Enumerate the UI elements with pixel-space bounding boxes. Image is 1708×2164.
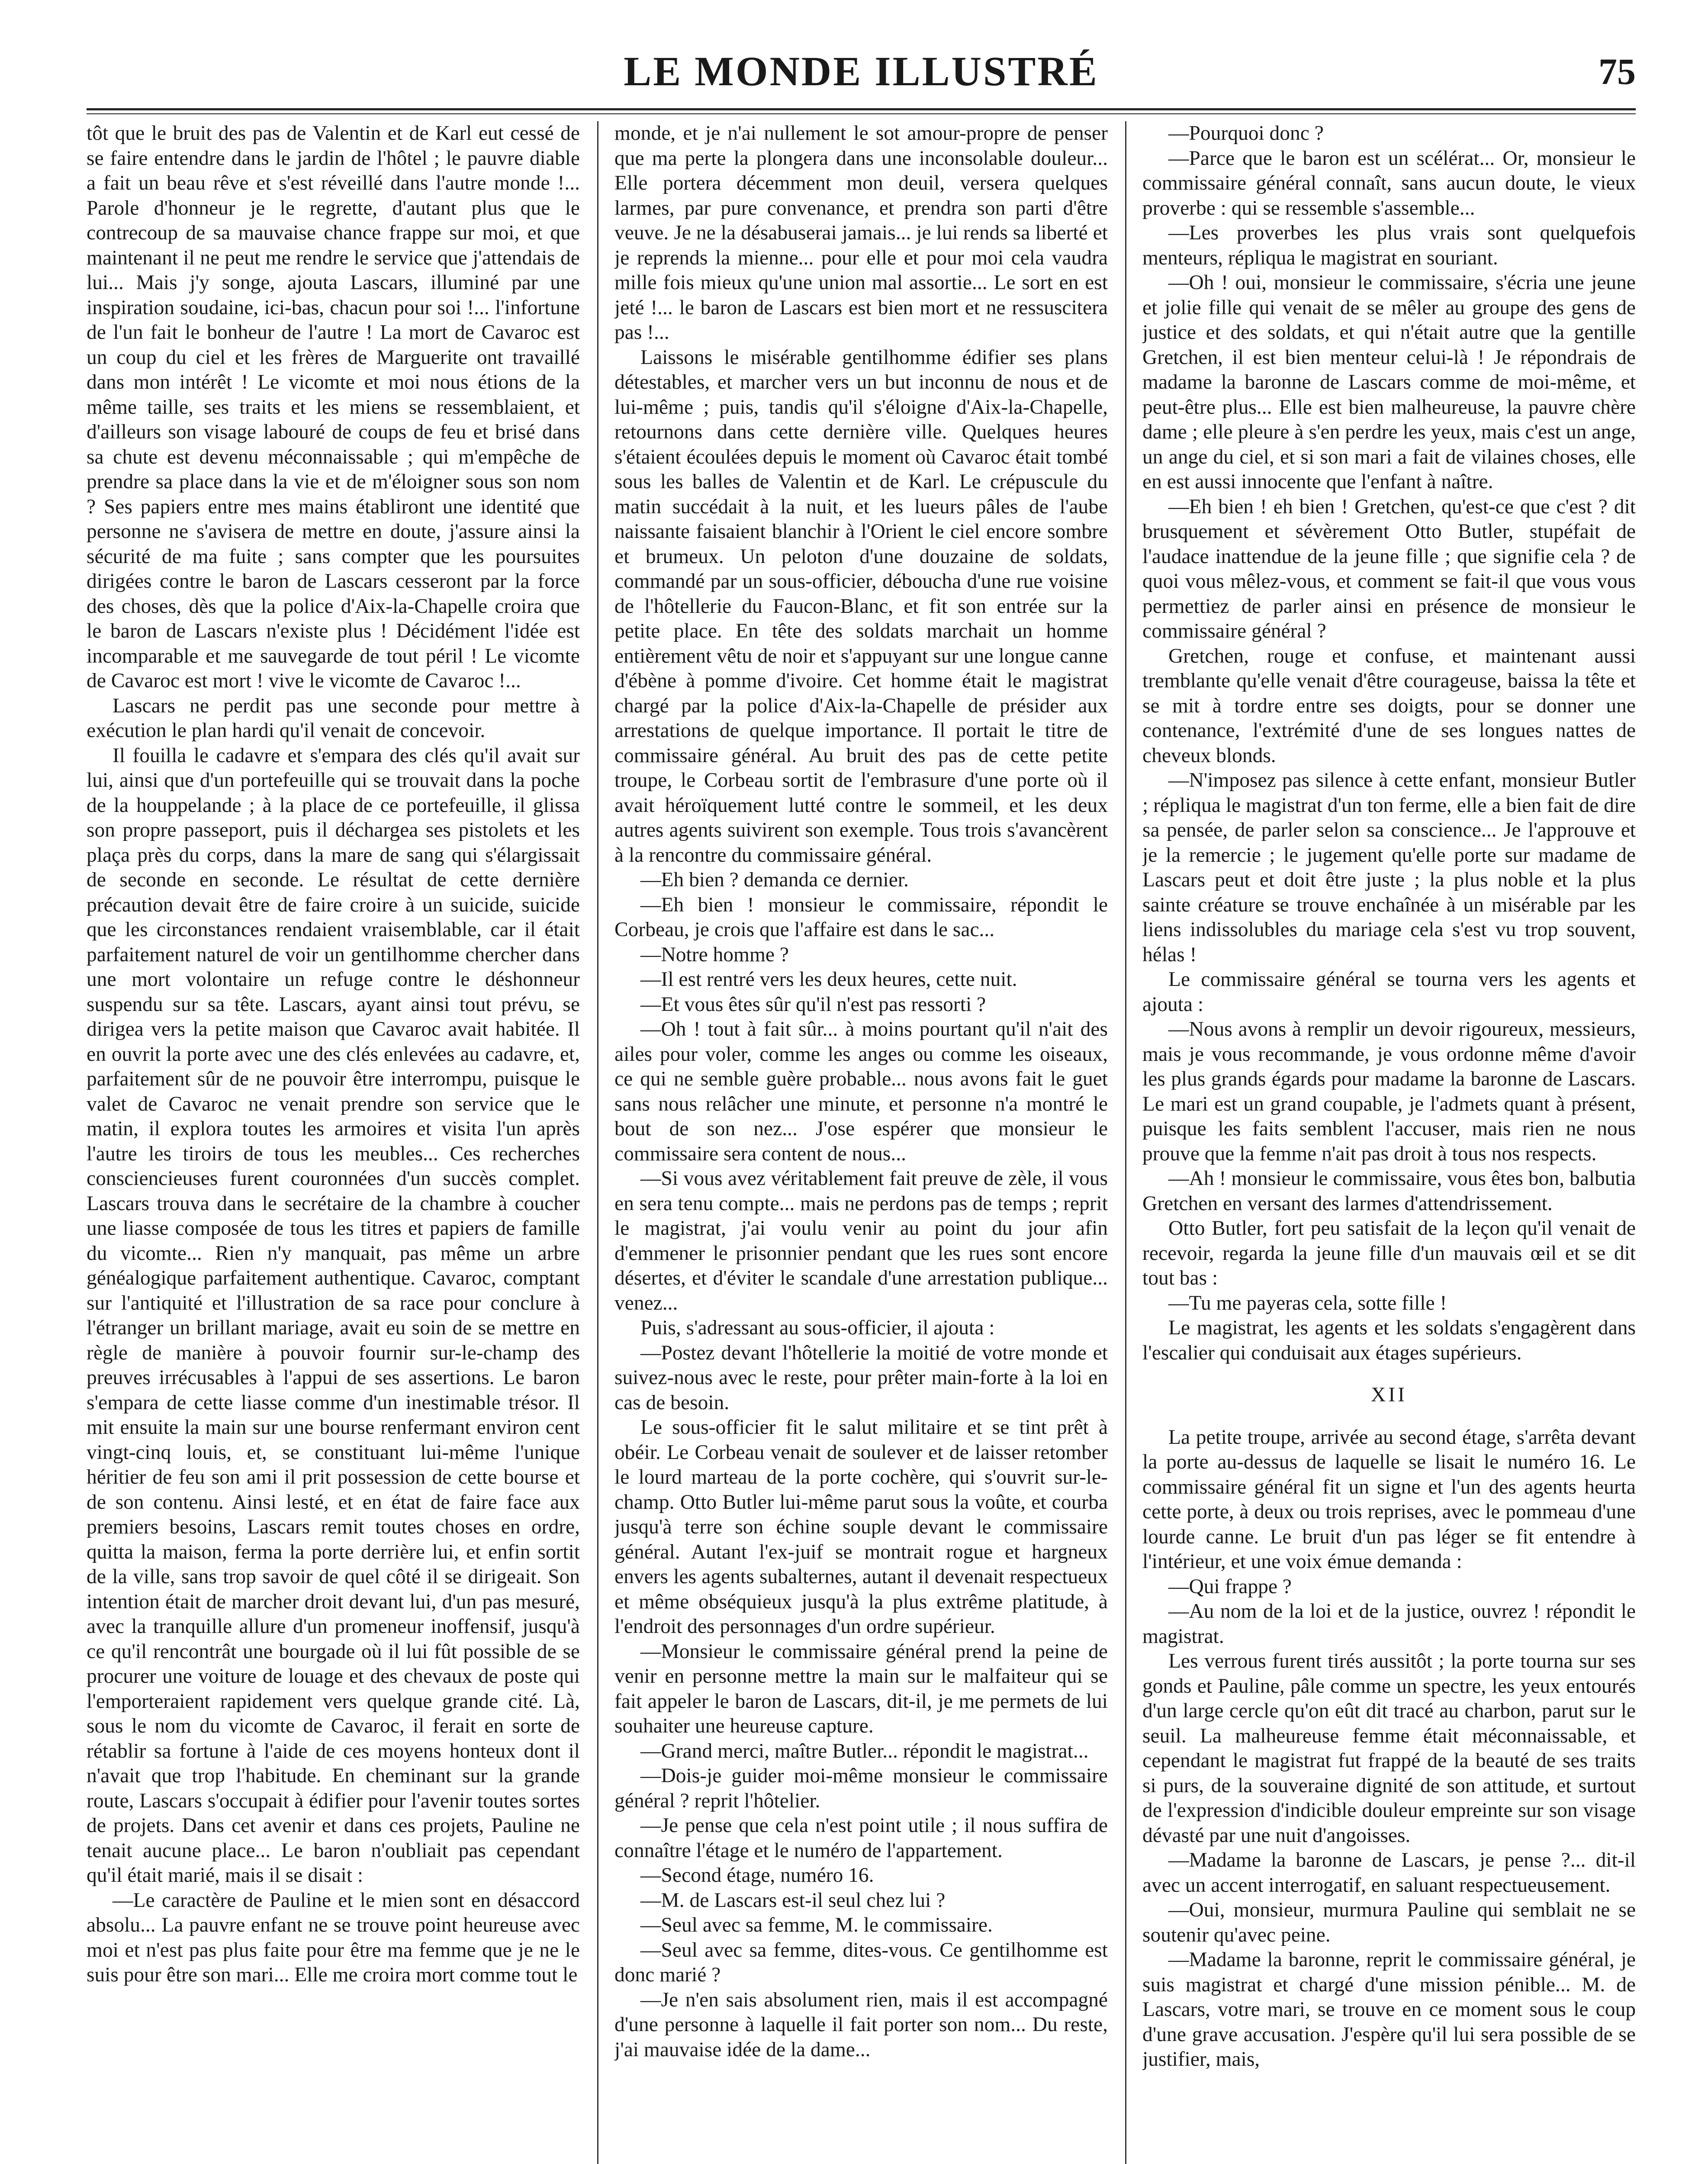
paragraph: Lascars ne perdit pas une seconde pour mettre à exécution le plan hardi qu'il venait de concevoir. <box>87 694 580 742</box>
paragraph: —Pourquoi donc ? <box>1168 122 1324 145</box>
paragraph: monde, et je n'ai nullement le sot amour-propre de penser que ma perte la plongera dans une inconsolable douleur... Elle portera décemment mon deuil, versera quelques larmes, par pure convenance, et prendra son parti d'être veuve. Je ne la désabuserai jamais... je lui rends sa liberté et je reprends la mienne... pour elle et pour moi cela vaudra mille fois mieux qu'une union mal assortie... Le sort en est jeté !... le baron de Lascars est bien mort et ne ressuscitera pas !... <box>614 122 1108 344</box>
paragraph: —Madame la baronne de Lascars, je pense ?... dit-il avec un accent interrogatif, en saluant respectueusement. <box>1142 1849 1636 1897</box>
column-1 <box>87 121 580 2164</box>
paragraph: Otto Butler, fort peu satisfait de la leçon qu'il venait de recevoir, regarda la jeune fille d'un mauvais œil et se dit tout bas : <box>1142 1217 1636 1289</box>
paragraph: —Seul avec sa femme, M. le commissaire. <box>640 1914 993 1936</box>
paragraph: —Monsieur le commissaire général prend la peine de venir en personne mettre la main sur le malfaiteur qui se fait appeler le baron de Lascars, dit-il, je me permets de lui souhaiter une heureuse capture. <box>614 1640 1108 1737</box>
paragraph: —Seul avec sa femme, dites-vous. Ce gentilhomme est donc marié ? <box>614 1939 1108 1986</box>
paragraph: —Nous avons à remplir un devoir rigoureux, messieurs, mais je vous recommande, je vous ordonne même d'avoir les plus grands égards pour madame la baronne de Lascars. Le mari est un grand coupable, je l'admets quant à présent, puisque les faits semblent l'accuser, mais rien ne nous prouve que la femme n'ait pas droit à tous nos respects. <box>1142 1018 1636 1165</box>
column-separator <box>1125 121 1126 2164</box>
paragraph: —N'imposez pas silence à cette enfant, monsieur Butler ; répliqua le magistrat d'un ton ferme, elle a bien fait de dire sa pensée, de parler selon sa conscience... Je l'approuve et je la remercie ; le jugement qu'elle porte sur madame de Lascars peut et doit être juste ; la plus noble et la plus sainte créature se trouve enchaînée à un misérable par les liens indissolubles du mariage cela s'est vu trop souvent, hélas ! <box>1142 769 1636 966</box>
paragraph: —Tu me payeras cela, sotte fille ! <box>1168 1291 1447 1314</box>
paragraph: Puis, s'adressant au sous-officier, il ajouta : <box>640 1317 995 1339</box>
paragraph: —Si vous avez véritablement fait preuve de zèle, il vous en sera tenu compte... mais ne perdons pas de temps ; reprit le magistrat, j'ai voulu venir au point du jour afin d'emmener le prisonnier pendant que les rues sont encore désertes, et d'éviter le scandale d'une arrestation publique... venez... <box>614 1167 1108 1314</box>
newspaper-title: LE MONDE ILLUSTRÉ <box>624 48 1099 94</box>
paragraph: —Oh ! tout à fait sûr... à moins pourtant qu'il n'ait des ailes pour voler, comme les anges ou comme les oiseaux, ce qui ne semble guère probable... nous avons fait le guet sans nous relâcher une minute, et personne n'a montré le bout de son nez... J'ose espérer que monsieur le commissaire sera content de nous... <box>614 1018 1108 1165</box>
header-rule-thick <box>87 108 1636 110</box>
paragraph: —Les proverbes les plus vrais sont quelquefois menteurs, répliqua le magistrat en souriant. <box>1142 222 1636 269</box>
masthead <box>87 39 1636 104</box>
paragraph: —Le caractère de Pauline et le mien sont en désaccord absolu... La pauvre enfant ne se trouve point heureuse avec moi et n'est pas plus faite pour être ma femme que je ne le suis pour être son mari... Elle me croira mort comme tout le <box>87 1889 580 1986</box>
paragraph: —Je pense que cela n'est point utile ; il nous suffira de connaître l'étage et le numéro de l'appartement. <box>614 1814 1108 1862</box>
paragraph: —Eh bien ? demanda ce dernier. <box>640 869 909 891</box>
paragraph: —Eh bien ! eh bien ! Gretchen, qu'est-ce que c'est ? dit brusquement et sévèrement Otto Butler, stupéfait de l'audace inattendue de la jeune fille ; que signifie cela ? de quoi vous mêlez-vous, et comment se fait-il que vous vous permettiez de parler ainsi en présence de monsieur le commissaire général ? <box>1142 495 1636 642</box>
paragraph: tôt que le bruit des pas de Valentin et de Karl eut cessé de se faire entendre dans le jardin de l'hôtel ; le pauvre diable a fait un beau rêve et s'est réveillé dans l'autre monde !... Parole d'honneur je le regrette, d'autant plus que le contrecoup de sa mauvaise chance frappe sur moi, et que maintenant il ne peut me rendre le service que j'attendais de lui... Mais j'y songe, ajouta Lascars, illuminé par une inspiration soudaine, ici-bas, chacun pour soi !... l'infortune de l'un fait le bonheur de l'autre ! La mort de Cavaroc est un coup du ciel et les frères de Marguerite ont travaillé dans mon intérêt ! Le vicomte et moi nous étions de la même taille, ses traits et les miens se ressemblaient, et d'ailleurs son visage labouré de coups de feu et brisé dans sa chute est devenu méconnaissable ; qui m'empêche de prendre sa place dans la vie et de m'éloigner sous son nom ? Ses papiers entre mes mains établiront une identité que personne ne s'avisera de mettre en doute, j'assure ainsi la sécurité de ma fuite ; sans compter que les poursuites dirigées contre le baron de Lascars cesseront par la force des choses, dès que la police d'Aix-la-Chapelle croira que le baron de Lascars n'existe plus ! Décidément l'idée est incomparable et me sauvegarde de tout péril ! Le vicomte de Cavaroc est mort ! vive le vicomte de Cavaroc !... <box>87 122 580 692</box>
paragraph: Laissons le misérable gentilhomme édifier ses plans détestables, et marcher vers un but inconnu de nous et de lui-même ; puis, tandis qu'il s'éloigne d'Aix-la-Chapelle, retournons dans cette dernière ville. Quelques heures s'étaient écoulées depuis le moment où Cavaroc était tombé sous les balles de Valentin et de Karl. Le crépuscule du matin succédait à la nuit, et les lueurs pâles de l'aube naissante faisaient blanchir à l'Orient le ciel encore sombre et brumeux. Un peloton d'une douzaine de soldats, commandé par un sous-officier, déboucha d'une rue voisine de l'hôtellerie du Faucon-Blanc, et fit son entrée sur la petite place. En tête des soldats marchait un homme entièrement vêtu de noir et s'appuyant sur une longue canne d'ébène à pomme d'ivoire. Cet homme était le magistrat chargé par la police d'Aix-la-Chapelle de présider aux arrestations de quelque importance. Il portait le titre de commissaire général. Au bruit des pas de cette petite troupe, le Corbeau sortit de l'embrasure d'une porte où il avait héroïquement lutté contre le sommeil, et les deux autres agents suivirent son exemple. Tous trois s'avancèrent à la rencontre du commissaire général. <box>614 346 1108 866</box>
paragraph: —Dois-je guider moi-même monsieur le commissaire général ? reprit l'hôtelier. <box>614 1765 1108 1812</box>
paragraph: —Madame la baronne, reprit le commissaire général, je suis magistrat et chargé d'une mission pénible... M. de Lascars, votre mari, se trouve en ce moment sous le coup d'une grave accusation. J'espère qu'il lui sera possible de se justifier, mais, <box>1142 1948 1636 2071</box>
paragraph: —Postez devant l'hôtellerie la moitié de votre monde et suivez-nous avec le reste, pour prêter main-forte à la loi en cas de besoin. <box>614 1341 1108 1414</box>
paragraph: —Notre homme ? <box>640 943 789 966</box>
column-3 <box>1142 121 1636 2164</box>
paragraph: Les verrous furent tirés aussitôt ; la porte tourna sur ses gonds et Pauline, pâle comme un spectre, les yeux entourés d'un large cercle qu'on eût dit tracé au charbon, parut sur le seuil. La malheureuse femme était méconnaissable, et cependant le magistrat fut frappé de la beauté de ses traits si purs, de la souveraine dignité de son attitude, et surtout de l'expression d'indicible douleur empreinte sur son visage dévasté par une nuit d'angoisses. <box>1142 1650 1636 1847</box>
paragraph: —Il est rentré vers les deux heures, cette nuit. <box>640 968 1017 991</box>
paragraph: —Parce que le baron est un scélérat... Or, monsieur le commissaire général connaît, sans aucun doute, le vieux proverbe : qui se ressemble s'assemble... <box>1142 147 1636 219</box>
paragraph: La petite troupe, arrivée au second étage, s'arrêta devant la porte au-dessus de laquelle se lisait le numéro 16. Le commissaire général fit un signe et l'un des agents heurta cette porte, à deux ou trois reprises, avec le pommeau d'une lourde canne. Le bruit d'un pas léger se fit entendre à l'intérieur, et une voix émue demanda : <box>1142 1426 1636 1573</box>
chapter-heading: XII <box>1371 1384 1407 1406</box>
paragraph: —Eh bien ! monsieur le commissaire, répondit le Corbeau, je crois que l'affaire est dans le sac... <box>614 893 1108 941</box>
paragraph: Le magistrat, les agents et les soldats s'engagèrent dans l'escalier qui conduisait aux étages supérieurs. <box>1142 1317 1636 1364</box>
article-columns <box>87 121 1636 2164</box>
paragraph: —Oui, monsieur, murmura Pauline qui semblait ne se soutenir qu'avec peine. <box>1142 1899 1636 1946</box>
paragraph: —Au nom de la loi et de la justice, ouvrez ! répondit le magistrat. <box>1142 1600 1636 1648</box>
page-number: 75 <box>1599 51 1636 92</box>
paragraph: —Je n'en sais absolument rien, mais il est accompagné d'une personne à laquelle il fait porter son nom... Du reste, j'ai mauvaise idée de la dame... <box>614 1988 1108 2061</box>
paragraph: —Qui frappe ? <box>1168 1575 1292 1598</box>
paragraph: —Oh ! oui, monsieur le commissaire, s'écria une jeune et jolie fille qui venait de se mêler au groupe des gens de justice et des soldats, et qui n'était autre que la gentille Gretchen, il est bien menteur celui-là ! Je répondrais de madame la baronne de Lascars comme de moi-même, et peut-être plus... Elle est bien malheureuse, la pauvre chère dame ; elle pleure à s'en perdre les yeux, mais c'est un ange, un ange du ciel, et si son mari a fait de vilaines choses, elle en est aussi innocente que l'enfant à naître. <box>1142 271 1636 493</box>
paragraph: —Et vous êtes sûr qu'il n'est pas ressorti ? <box>640 993 986 1016</box>
paragraph: —Ah ! monsieur le commissaire, vous êtes bon, balbutia Gretchen en versant des larmes d'attendrissement. <box>1142 1167 1636 1215</box>
column-2 <box>614 121 1108 2164</box>
paragraph: Il fouilla le cadavre et s'empara des clés qu'il avait sur lui, ainsi que d'un portefeuille qui se trouvait dans la poche de la houppelande ; à la place de ce portefeuille, il glissa son propre passeport, puis il déchargea ses pistolets et les plaça près du corps, dans la mare de sang qui s'élargissait de seconde en seconde. Le résultat de cette dernière précaution devait être de faire croire à un suicide, suicide que les circonstances rendaient vraisemblable, car il était parfaitement naturel de voir un gentilhomme chercher dans une mort volontaire un refuge contre le déshonneur suspendu sur sa tête. Lascars, ayant ainsi tout prévu, se dirigea vers la petite maison que Cavaroc avait habitée. Il en ouvrit la porte avec une des clés enlevées au cadavre, et, parfaitement sûr de ne pouvoir être interrompu, puisque le valet de Cavaroc ne venait prendre son service que le matin, il explora toutes les armoires et visita l'un après l'autre les tiroirs de tous les meubles... Ces recherches consciencieuses furent couronnées d'un succès complet. Lascars trouva dans le secrétaire de la chambre à coucher une liasse composée de tous les titres et papiers de famille du vicomte... Rien n'y manquait, pas même un arbre généalogique parfaitement authentique. Cavaroc, comptant sur l'antiquité et l'illustration de sa race pour conclure à l'étranger un brillant mariage, avait eu soin de se mettre en règle de manière à pouvoir fournir sur-le-champ des preuves irrécusables à l'appui de ses assertions. Le baron s'empara de cette liasse comme d'un inestimable trésor. Il mit ensuite la main sur une bourse renfermant environ cent vingt-cinq louis, et, se constituant lui-même l'unique héritier de feu son ami il prit possession de cette bourse et de son contenu. Ainsi lesté, et en état de faire face aux premiers besoins, Lascars remit toutes choses en ordre, quitta la maison, ferma la porte derrière lui, et enfin sortit de la ville, sans trop savoir de quel côté il se dirigeait. Son intention était de marcher droit devant lui, d'un pas mesuré, avec la tranquille allure d'un promeneur inoffensif, jusqu'à ce qu'il rencontrât une bourgade où il lui fût possible de se procurer une voiture de louage et des chevaux de poste qui l'emporteraient rapidement vers quelque grande cité. Là, sous le nom du vicomte de Cavaroc, il ferait en sorte de rétablir sa fortune à l'aide de ces moyens honteux dont il n'avait que trop l'habitude. En cheminant sur la grande route, Lascars s'occupait à édifier pour l'avenir toutes sortes de projets. Dans cet avenir et dans ces projets, Pauline ne tenait aucune place... Le baron n'oubliait pas cependant qu'il était marié, mais il se disait : <box>87 744 580 1887</box>
paragraph: —Second étage, numéro 16. <box>640 1864 874 1887</box>
column-separator <box>597 121 598 2164</box>
paragraph: Le sous-officier fit le salut militaire et se tint prêt à obéir. Le Corbeau venait de soulever et de laisser retomber le lourd marteau de la porte cochère, qui s'ouvrit sur-le-champ. Otto Butler lui-même parut sous la voûte, et courba jusqu'à terre son échine souple devant le commissaire général. Autant l'ex-juif se montrait rogue et hargneux envers les agents subalternes, autant il devenait respectueux et même obséquieux jusqu'à la plus extrême platitude, à l'endroit des personnages d'un ordre supérieur. <box>614 1416 1108 1638</box>
header-rule-thin <box>87 113 1636 114</box>
paragraph: —M. de Lascars est-il seul chez lui ? <box>640 1889 946 1912</box>
paragraph: Gretchen, rouge et confuse, et maintenant aussi tremblante qu'elle venait d'être courageuse, baissa la tête et se mit à tordre entre ses doigts, pour se donner une contenance, l'extrémité d'une de ses longues nattes de cheveux blonds. <box>1142 644 1636 767</box>
paragraph: Le commissaire général se tourna vers les agents et ajouta : <box>1142 968 1636 1016</box>
paragraph: —Grand merci, maître Butler... répondit le magistrat... <box>640 1739 1089 1762</box>
